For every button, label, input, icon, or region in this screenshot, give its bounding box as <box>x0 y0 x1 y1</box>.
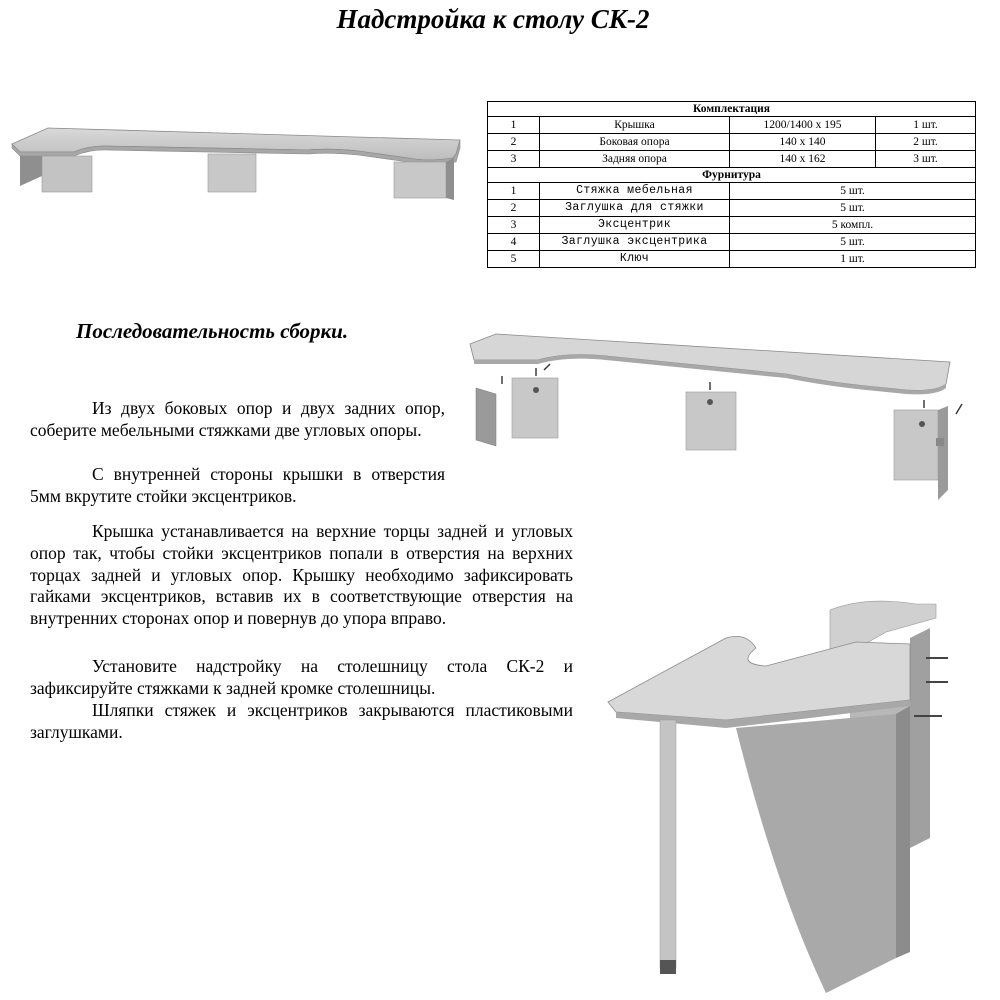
desk-with-addon-illustration <box>596 588 976 993</box>
kit-heading-row <box>488 102 976 117</box>
kit-cell-size: 1200/1400 x 195 <box>730 117 876 134</box>
kit-cell-name: Боковая опора <box>540 134 730 151</box>
shelf-exploded-illustration <box>466 330 976 520</box>
hw-cell-n: 4 <box>488 234 540 251</box>
kit-heading: Комплектация <box>488 102 976 117</box>
hw-cell-name: Ключ <box>540 251 730 268</box>
hw-cell-qty: 5 шт. <box>730 183 976 200</box>
hw-cell-name: Заглушка для стяжки <box>540 200 730 217</box>
kit-cell-size: 140 x 140 <box>730 134 876 151</box>
assembly-step-5: Шляпки стяжек и эксцентриков закрываются пластиковыми заглушками. <box>30 700 573 742</box>
kit-cell-qty: 3 шт. <box>876 151 976 168</box>
hw-cell-n: 1 <box>488 183 540 200</box>
kit-cell-n: 1 <box>488 117 540 134</box>
table-row <box>488 217 976 234</box>
assembly-step-3: Крышка устанавливается на верхние торцы задней и угловых опор так, чтобы стойки эксцентриков попали в отверстия на верхних торцах задней и угловых опор. Крышку необходимо зафиксировать гайками эксцентриков, вставив их в соответствующие отверстия на внутренних сторонах опор и повернув до упора вправо. <box>30 521 573 629</box>
hw-cell-n: 5 <box>488 251 540 268</box>
table-row <box>488 200 976 217</box>
kit-cell-n: 3 <box>488 151 540 168</box>
table-row <box>488 234 976 251</box>
assembly-step-4: Установите надстройку на столешницу стола СК-2 и зафиксируйте стяжками к задней кромке столешницы. <box>30 656 573 698</box>
hw-cell-n: 2 <box>488 200 540 217</box>
assembly-step-2: С внутренней стороны крышки в отверстия 5мм вкрутите стойки эксцентриков. <box>30 464 445 506</box>
hw-cell-name: Заглушка эксцентрика <box>540 234 730 251</box>
hw-cell-qty: 5 компл. <box>730 217 976 234</box>
kit-cell-qty: 2 шт. <box>876 134 976 151</box>
hw-cell-name: Стяжка мебельная <box>540 183 730 200</box>
hardware-heading: Фурнитура <box>488 168 976 183</box>
specification-table <box>487 101 976 268</box>
hw-cell-qty: 5 шт. <box>730 200 976 217</box>
kit-cell-name: Крышка <box>540 117 730 134</box>
kit-cell-name: Задняя опора <box>540 151 730 168</box>
hardware-heading-row <box>488 168 976 183</box>
hw-cell-n: 3 <box>488 217 540 234</box>
table-row <box>488 117 976 134</box>
kit-cell-size: 140 x 162 <box>730 151 876 168</box>
table-row <box>488 151 976 168</box>
table-row <box>488 183 976 200</box>
hw-cell-name: Эксцентрик <box>540 217 730 234</box>
table-row <box>488 134 976 151</box>
kit-cell-n: 2 <box>488 134 540 151</box>
hw-cell-qty: 1 шт. <box>730 251 976 268</box>
assembly-heading: Последовательность сборки. <box>76 319 349 343</box>
assembly-step-1: Из двух боковых опор и двух задних опор, соберите мебельными стяжками две угловых опоры. <box>30 398 445 440</box>
kit-cell-qty: 1 шт. <box>876 117 976 134</box>
shelf-assembled-illustration <box>8 118 478 218</box>
page-title: Надстройка к столу СК-2 <box>336 4 650 34</box>
table-row <box>488 251 976 268</box>
hw-cell-qty: 5 шт. <box>730 234 976 251</box>
